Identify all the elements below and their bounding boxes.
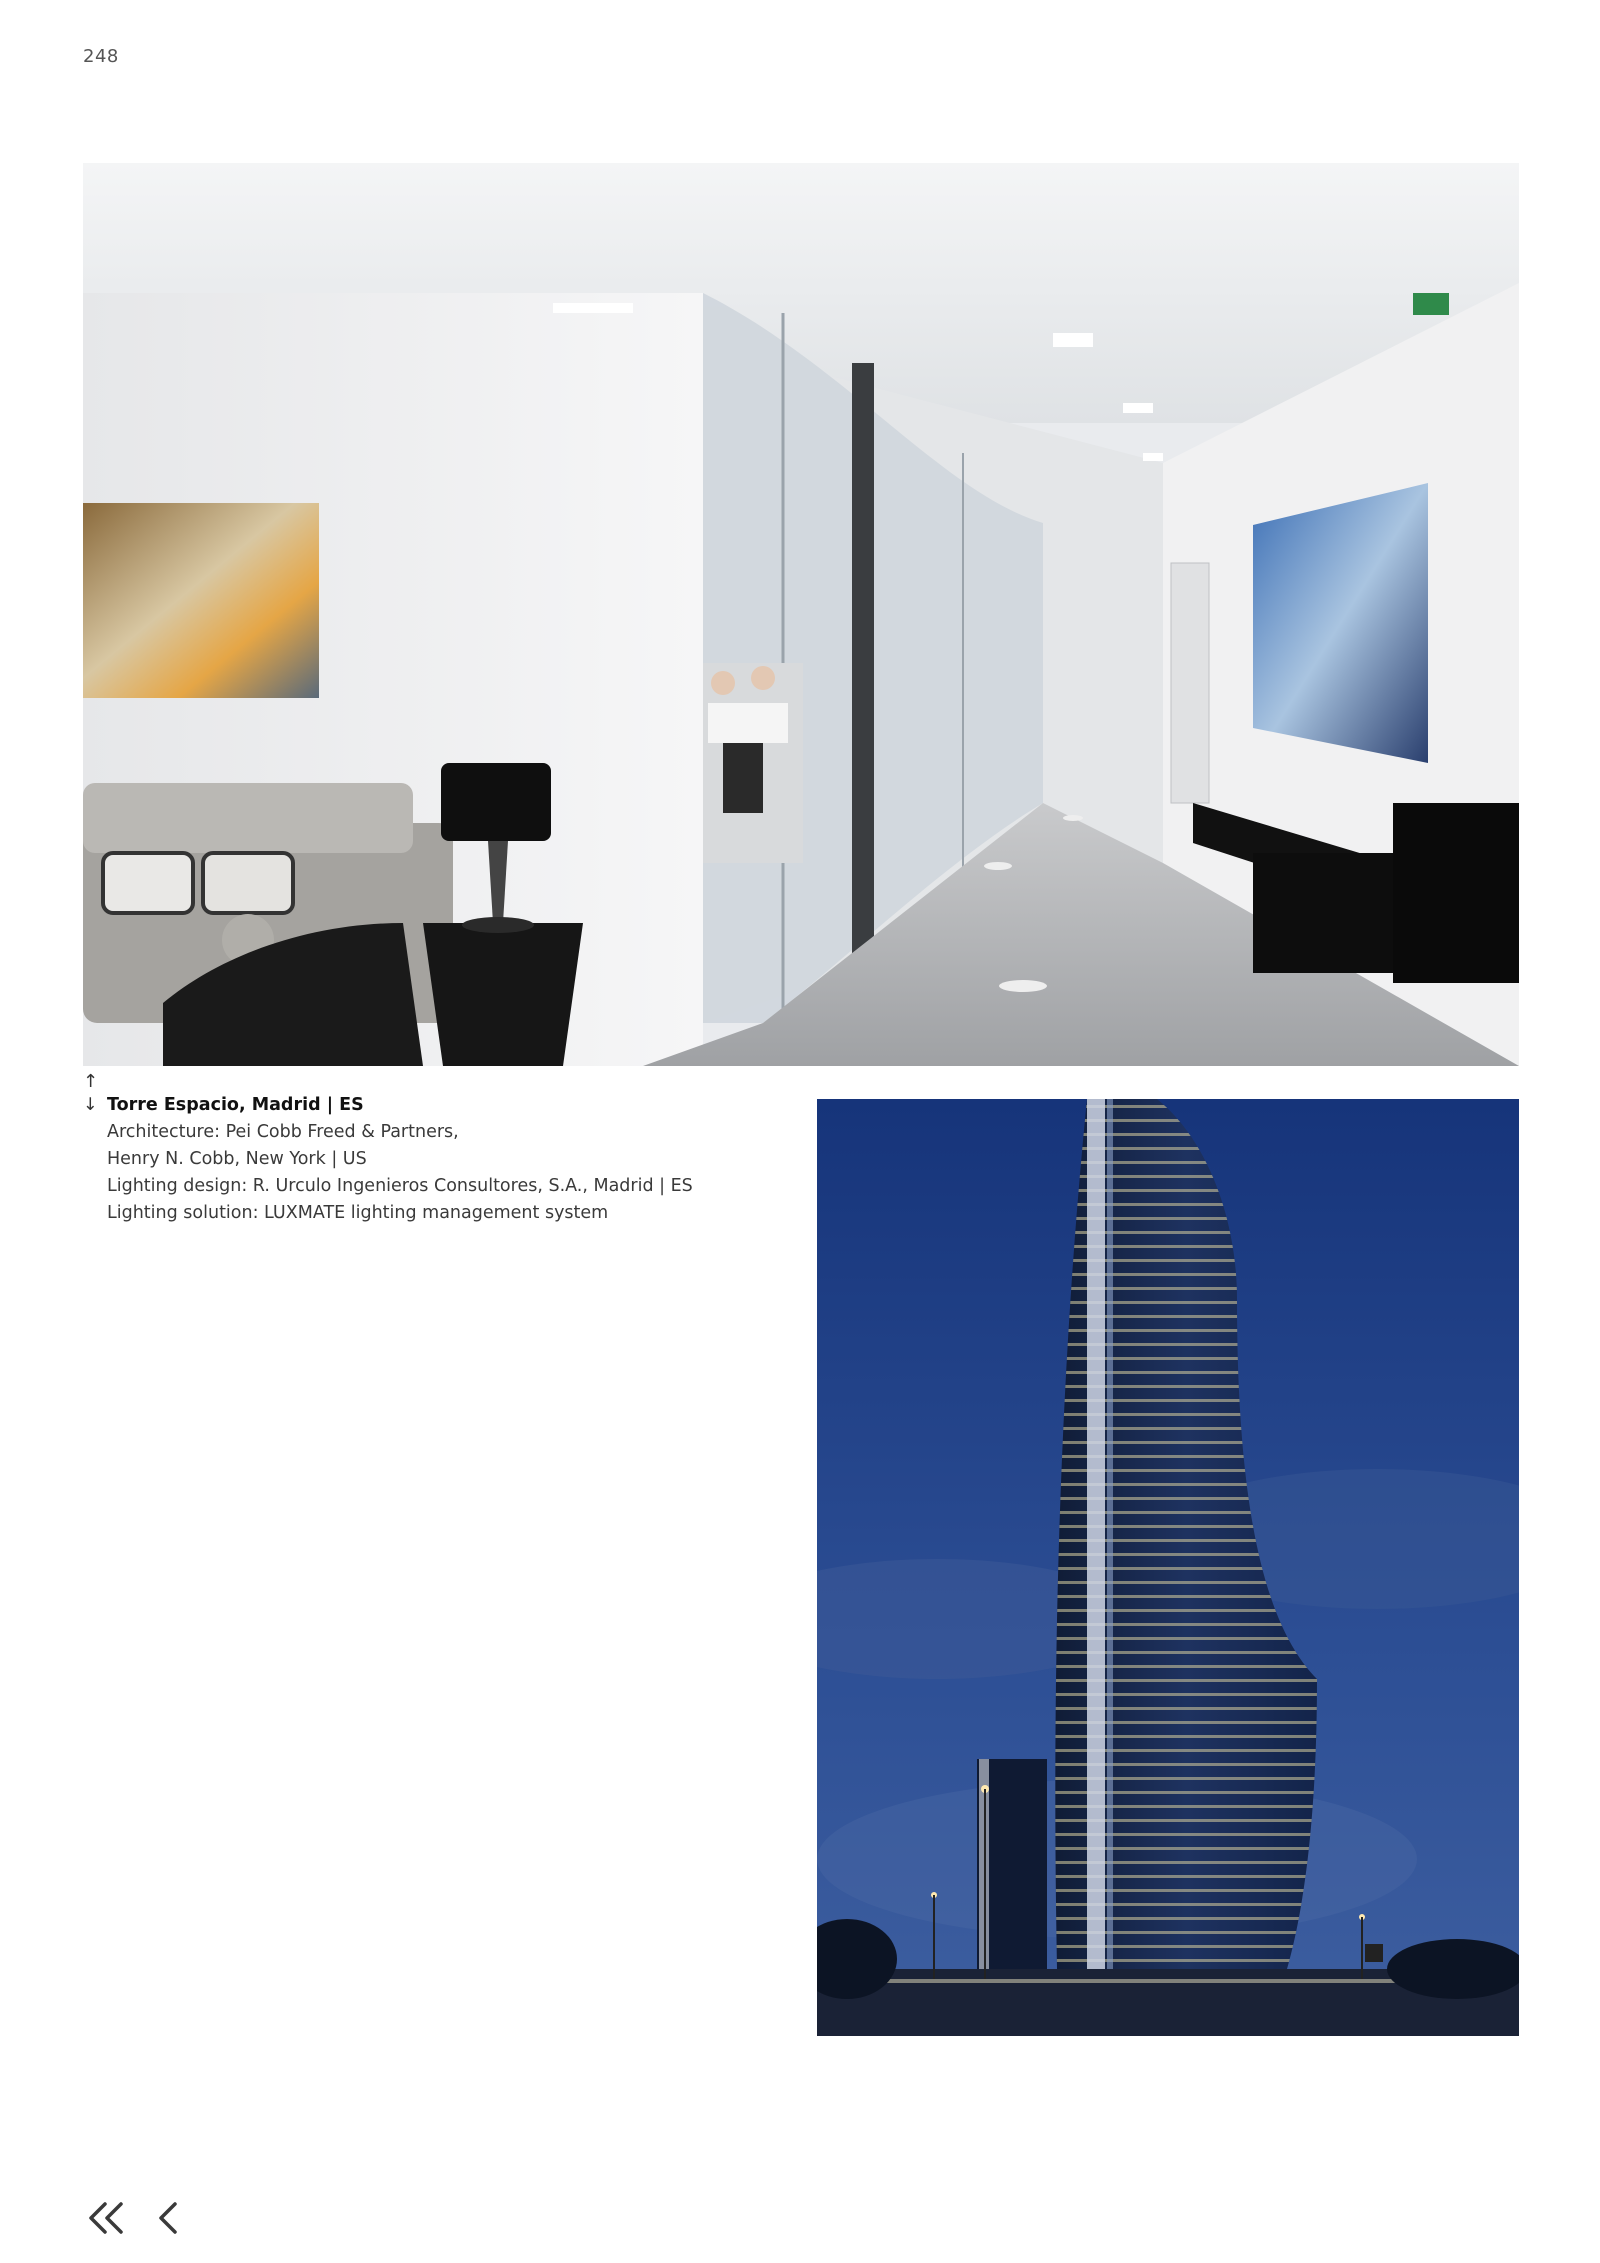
tower-photo: [817, 1099, 1519, 2036]
caption-line: Architecture: Pei Cobb Freed & Partners,: [107, 1122, 459, 1142]
chevron-left-icon: [155, 2200, 181, 2236]
page-navigation: [83, 2200, 181, 2236]
arrow-down-icon: ↓: [83, 1095, 98, 1115]
interior-photo-illustration: [83, 163, 1519, 1066]
tower-photo-illustration: [817, 1099, 1519, 2036]
arrow-up-icon: ↑: [83, 1071, 99, 1092]
previous-page-button[interactable]: [155, 2200, 181, 2236]
page-number: 248: [83, 46, 119, 67]
caption-title: Torre Espacio, Madrid | ES: [107, 1095, 364, 1115]
first-page-button[interactable]: [83, 2200, 127, 2236]
caption: [83, 1072, 723, 1227]
interior-photo: [83, 163, 1519, 1066]
double-chevron-left-icon: [83, 2200, 127, 2236]
caption-line: Lighting design: R. Urculo Ingenieros Consultores, S.A., Madrid | ES: [107, 1176, 693, 1196]
caption-line: Lighting solution: LUXMATE lighting management system: [107, 1203, 609, 1223]
caption-line: Henry N. Cobb, New York | US: [107, 1149, 367, 1169]
